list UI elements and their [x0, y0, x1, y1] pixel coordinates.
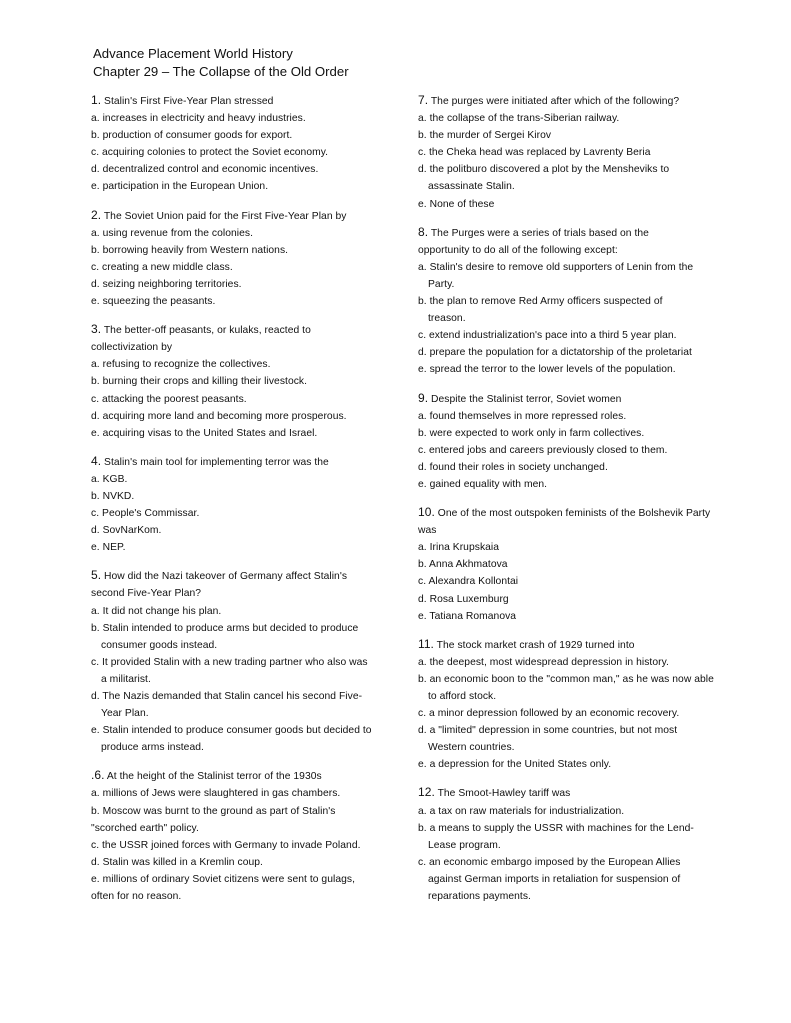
- answer-option: d. found their roles in society unchanged.: [418, 461, 608, 473]
- question-stem: [418, 92, 718, 110]
- question-stem: [91, 453, 391, 471]
- question-number: 12.: [418, 785, 435, 800]
- answer-option: e. acquiring visas to the United States and Israel.: [91, 427, 318, 439]
- answer-option: a. using revenue from the colonies.: [91, 227, 254, 239]
- answer-option: b. borrowing heavily from Western nations.: [91, 244, 289, 256]
- answer-option: b. an economic boon to the "common man," as he was now able to afford stock.: [418, 673, 714, 702]
- answer-option: e. Tatiana Romanova: [418, 610, 517, 622]
- answer-option: e. a depression for the United States only.: [418, 759, 612, 771]
- question-12: [418, 784, 718, 905]
- question-text: The stock market crash of 1929 turned into: [433, 639, 635, 651]
- answer-option: c. the USSR joined forces with Germany to invade Poland.: [91, 839, 361, 851]
- answer-option: d. seizing neighboring territories.: [91, 278, 242, 290]
- answer-option: e. Stalin intended to produce consumer goods but decided to produce arms instead.: [91, 725, 372, 754]
- question-3: [91, 321, 391, 442]
- answer-option: b. production of consumer goods for export.: [91, 130, 293, 142]
- answer-option: d. The Nazis demanded that Stalin cancel his second Five-Year Plan.: [91, 691, 363, 720]
- answer-option: a. It did not change his plan.: [91, 605, 222, 617]
- question-number: 5.: [91, 568, 102, 583]
- answer-option: a. the collapse of the trans-Siberian railway.: [418, 113, 620, 125]
- question-text: How did the Nazi takeover of Germany affect Stalin's second Five-Year Plan?: [91, 571, 348, 600]
- question-text: Despite the Stalinist terror, Soviet women: [428, 393, 622, 405]
- answer-option: a. Stalin's desire to remove old supporters of Lenin from the Party.: [418, 261, 694, 290]
- question-number: 8.: [418, 224, 429, 239]
- question-8: [418, 224, 718, 379]
- answer-option: c. a minor depression followed by an economic recovery.: [418, 708, 680, 720]
- answer-option: c. entered jobs and careers previously closed to them.: [418, 444, 668, 456]
- question-number: 3.: [91, 322, 102, 337]
- answer-option: e. spread the terror to the lower levels of the population.: [418, 364, 676, 376]
- left-column: [91, 92, 391, 916]
- answer-option: b. Anna Akhmatova: [418, 559, 508, 571]
- answer-option: b. Moscow was burnt to the ground as part of Stalin's "scorched earth" policy.: [91, 805, 336, 834]
- question-5: [91, 567, 391, 756]
- answer-option: b. NVKD.: [91, 490, 135, 502]
- question-number: .6.: [91, 768, 105, 783]
- answer-option: d. the politburo discovered a plot by the Mensheviks to assassinate Stalin.: [418, 164, 670, 193]
- answer-option: a. found themselves in more repressed roles.: [418, 410, 627, 422]
- question-number: 11.: [418, 636, 434, 651]
- question-text: The Purges were a series of trials based on the opportunity to do all of the following except:: [418, 227, 649, 256]
- question-10: [418, 504, 718, 625]
- answer-option: c. acquiring colonies to protect the Soviet economy.: [91, 147, 329, 159]
- answer-option: e. NEP.: [91, 542, 126, 554]
- answer-option: d. acquiring more land and becoming more prosperous.: [91, 410, 347, 422]
- answer-option: a. refusing to recognize the collectives.: [91, 359, 271, 371]
- question-number: 10.: [418, 505, 435, 520]
- question-stem: [418, 784, 718, 802]
- question-stem: [91, 321, 327, 356]
- answer-option: e. squeezing the peasants.: [91, 296, 216, 308]
- question-1: [91, 92, 391, 196]
- question-text: The Soviet Union paid for the First Five-Year Plan by: [101, 210, 347, 222]
- answer-option: c. People's Commissar.: [91, 508, 200, 520]
- answer-option: d. decentralized control and economic incentives.: [91, 164, 319, 176]
- question-stem: [418, 504, 718, 539]
- question-text: The better-off peasants, or kulaks, reacted to collectivization by: [91, 325, 311, 354]
- course-title: Advance Placement World History: [93, 46, 293, 61]
- question-11: [418, 636, 718, 774]
- answer-option: d. a "limited" depression in some countries, but not most Western countries.: [418, 725, 678, 754]
- answer-option: a. Irina Krupskaia: [418, 542, 500, 554]
- answer-option: b. Stalin intended to produce arms but decided to produce consumer goods instead.: [91, 622, 359, 651]
- question-text: Stalin's main tool for implementing terror was the: [101, 456, 329, 468]
- question-number: 7.: [418, 93, 429, 107]
- answer-option: b. a means to supply the USSR with machines for the Lend-Lease program.: [418, 822, 694, 851]
- answer-option: c. Alexandra Kollontai: [418, 576, 519, 588]
- answer-option: c. extend industrialization's pace into a third 5 year plan.: [418, 330, 677, 342]
- question-7: [418, 92, 718, 213]
- answer-option: e. participation in the European Union.: [91, 181, 269, 193]
- answer-option: a. KGB.: [91, 473, 128, 485]
- answer-option: b. the murder of Sergei Kirov: [418, 130, 552, 142]
- question-9: [418, 390, 718, 494]
- question-stem: [91, 92, 391, 110]
- answer-option: c. It provided Stalin with a new trading partner who also was a militarist.: [91, 656, 368, 685]
- answer-option: d. prepare the population for a dictatorship of the proletariat: [418, 347, 692, 359]
- question-stem: [91, 567, 376, 602]
- answer-option: c. the Cheka head was replaced by Lavrenty Beria: [418, 147, 651, 159]
- question-number: 1.: [91, 93, 102, 107]
- answer-option: e. millions of ordinary Soviet citizens were sent to gulags, often for no reason.: [91, 873, 355, 903]
- question-number: 9.: [418, 390, 429, 405]
- answer-option: d. SovNarKom.: [91, 525, 162, 537]
- answer-option: c. creating a new middle class.: [91, 261, 233, 273]
- answer-option: b. burning their crops and killing their livestock.: [91, 376, 308, 388]
- question-stem: [91, 207, 391, 225]
- worksheet-header: [93, 45, 349, 81]
- question-stem: [91, 767, 391, 785]
- question-text: Stalin's First Five-Year Plan stressed: [101, 96, 274, 107]
- answer-option: e. None of these: [418, 198, 495, 210]
- question-stem: [418, 636, 718, 654]
- answer-option: b. the plan to remove Red Army officers suspected of treason.: [418, 296, 663, 325]
- answer-option: c. attacking the poorest peasants.: [91, 393, 247, 405]
- question-text: The purges were initiated after which of the following?: [428, 96, 680, 107]
- answer-option: d. Stalin was killed in a Kremlin coup.: [91, 856, 263, 868]
- question-2: [91, 207, 391, 311]
- question-6: [91, 767, 391, 905]
- answer-option: d. Rosa Luxemburg: [418, 593, 509, 605]
- answer-option: c. an economic embargo imposed by the European Allies against German imports in retaliation for suspension of reparations payments.: [418, 856, 681, 903]
- question-number: 2.: [91, 207, 102, 222]
- chapter-title: Chapter 29 – The Collapse of the Old Order: [93, 64, 349, 79]
- question-number: 4.: [91, 453, 102, 468]
- answer-option: e. gained equality with men.: [418, 478, 548, 490]
- answer-option: a. the deepest, most widespread depression in history.: [418, 656, 669, 668]
- question-text: The Smoot-Hawley tariff was: [434, 788, 571, 800]
- answer-option: a. millions of Jews were slaughtered in gas chambers.: [91, 788, 341, 800]
- question-text: At the height of the Stalinist terror of the 1930s: [104, 771, 322, 783]
- answer-option: b. were expected to work only in farm collectives.: [418, 427, 645, 439]
- question-stem: [418, 224, 658, 259]
- answer-option: a. increases in electricity and heavy industries.: [91, 113, 306, 125]
- question-stem: [418, 390, 718, 408]
- question-text: One of the most outspoken feminists of the Bolshevik Party was: [418, 508, 711, 537]
- right-column: [418, 92, 718, 916]
- question-4: [91, 453, 391, 557]
- answer-option: a. a tax on raw materials for industrialization.: [418, 805, 625, 817]
